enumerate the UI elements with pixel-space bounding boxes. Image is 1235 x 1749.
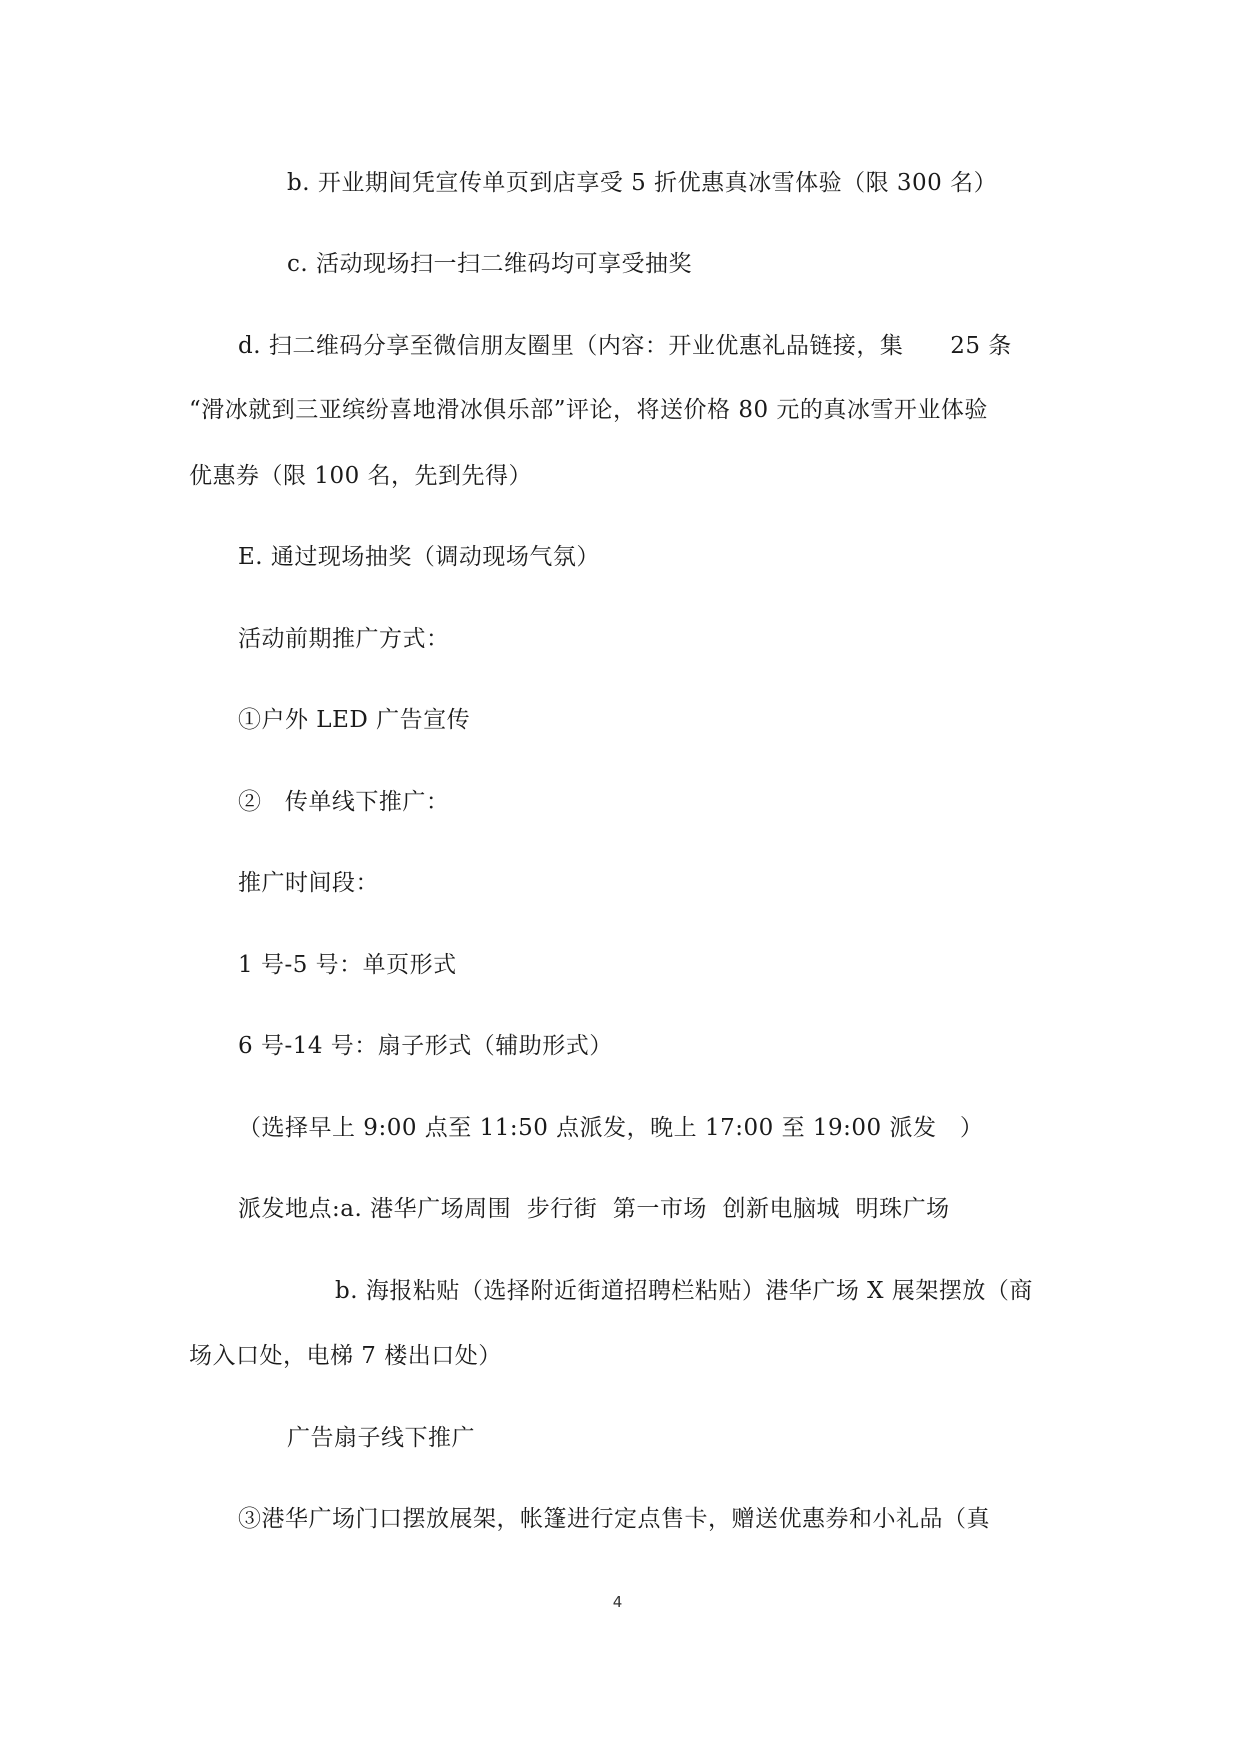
text-line: b. 开业期间凭宣传单页到店享受 5 折优惠真冰雪体验（限 300 名） (287, 170, 998, 196)
text-line: 6 号-14 号：扇子形式（辅助形式） (238, 1033, 613, 1059)
text-line: ①户外 LED 广告宣传 (238, 707, 471, 733)
text-line: ③港华广场门口摆放展架，帐篷进行定点售卡，赠送优惠券和小礼品（真 (238, 1506, 990, 1532)
text-line: 广告扇子线下推广 (287, 1425, 475, 1451)
text-line: b. 海报粘贴（选择附近街道招聘栏粘贴）港华广场 X 展架摆放（商 (335, 1278, 1033, 1304)
text-line: 场入口处，电梯 7 楼出口处） (189, 1343, 502, 1369)
text-line: E. 通过现场抽奖（调动现场气氛） (238, 544, 600, 570)
page-number: 4 (612, 1593, 623, 1611)
text-line: c. 活动现场扫一扫二维码均可享受抽奖 (287, 251, 693, 277)
text-line: 优惠券（限 100 名，先到先得） (189, 463, 533, 489)
text-line: 活动前期推广方式： (238, 626, 450, 652)
text-line: 推广时间段： (238, 870, 379, 896)
text-line: 1 号-5 号：单页形式 (238, 952, 457, 978)
text-line: （选择早上 9:00 点至 11:50 点派发，晚上 17:00 至 19:00 派发 ） (238, 1115, 984, 1141)
text-line: ② 传单线下推广： (238, 789, 450, 815)
text-line: d. 扫二维码分享至微信朋友圈里（内容：开业优惠礼品链接，集 25 条 (238, 333, 1012, 359)
text-line: 派发地点:a. 港华广场周围 步行街 第一市场 创新电脑城 明珠广场 (238, 1196, 950, 1222)
text-line: “滑冰就到三亚缤纷喜地滑冰俱乐部”评论，将送价格 80 元的真冰雪开业体验 (189, 397, 988, 423)
